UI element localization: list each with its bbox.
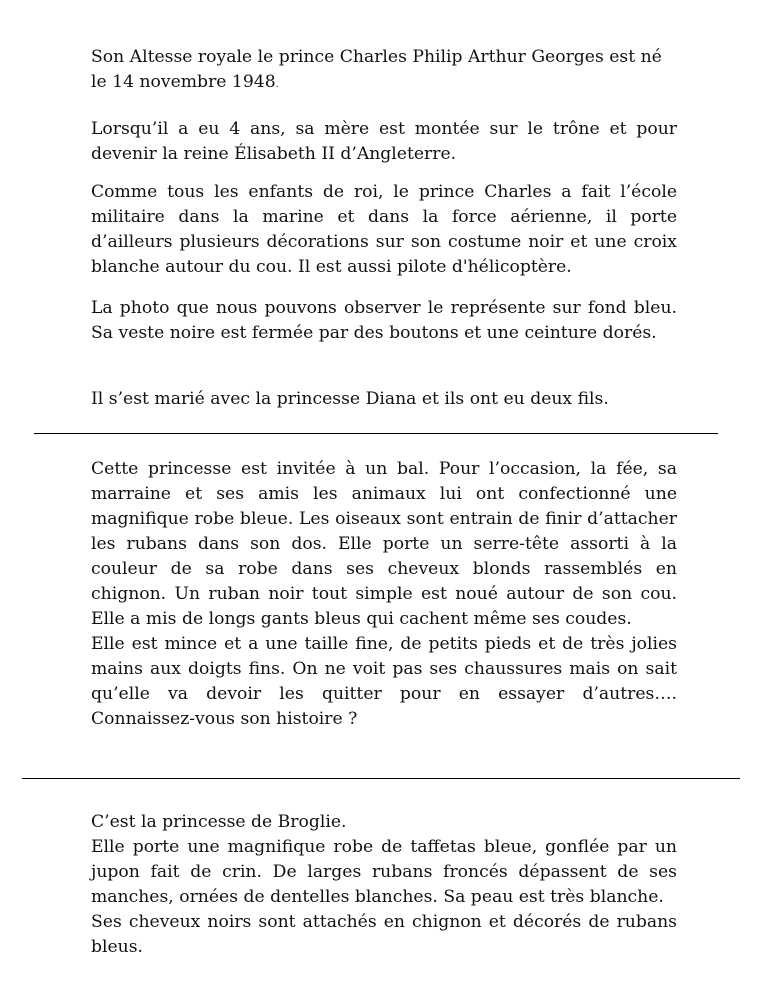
paragraph-broglie-title: C’est la princesse de Broglie. bbox=[91, 812, 347, 832]
paragraph-birth-text: Son Altesse royale le prince Charles Philip Arthur Georges est né le 14 novembre 1948 bbox=[91, 47, 662, 92]
section-cinderella bbox=[91, 457, 677, 732]
paragraph-marriage bbox=[91, 387, 677, 412]
section-prince-charles bbox=[91, 45, 677, 98]
paragraph-photo-text: La photo que nous pouvons observer le représente sur fond bleu. Sa veste noire est fermée par des boutons et une ceinture dorés. bbox=[91, 298, 677, 343]
paragraph-cinderella-story: Elle est mince et a une taille fine, de petits pieds et de très jolies mains aux doigts fins. On ne voit pas ses chaussures mais on sait qu’elle va devoir les quitter pour en essayer d’autres…. Connaissez-vous son histoire ? bbox=[91, 634, 677, 729]
paragraph-photo bbox=[91, 296, 677, 346]
paragraph-marriage-text: Il s’est marié avec la princesse Diana et ils ont eu deux fils. bbox=[91, 389, 609, 409]
section-broglie bbox=[91, 810, 677, 960]
paragraph-mother-text: Lorsqu’il a eu 4 ans, sa mère est montée sur le trône et pour devenir la reine Élisabeth II d’Angleterre. bbox=[91, 119, 677, 164]
paragraph-broglie-hair: Ses cheveux noirs sont attachés en chignon et décorés de rubans bleus. bbox=[91, 912, 677, 957]
divider-2 bbox=[22, 778, 740, 779]
paragraph-mother bbox=[91, 117, 677, 167]
paragraph-military bbox=[91, 180, 677, 280]
paragraph-birth bbox=[91, 45, 677, 98]
paragraph-birth-period: . bbox=[275, 80, 279, 90]
paragraph-broglie-dress: Elle porte une magnifique robe de taffetas bleue, gonflée par un jupon fait de crin. De larges rubans froncés dépassent de ses manches, ornées de dentelles blanches. Sa peau est très blanche. bbox=[91, 837, 677, 907]
paragraph-cinderella-ball: Cette princesse est invitée à un bal. Pour l’occasion, la fée, sa marraine et ses amis les animaux lui ont confectionné une magnifique robe bleue. Les oiseaux sont entrain de finir d’attacher les rubans dans son dos. Elle porte un serre-tête assorti à la couleur de sa robe dans ses cheveux blonds rassemblés en chignon. Un ruban noir tout simple est noué autour de son cou. Elle a mis de longs gants bleus qui cachent même ses coudes. bbox=[91, 459, 677, 629]
divider-1 bbox=[34, 433, 718, 434]
paragraph-military-text: Comme tous les enfants de roi, le prince Charles a fait l’école militaire dans la marine et dans la force aérienne, il porte d’ailleurs plusieurs décorations sur son costume noir et une croix blanche autour du cou. Il est aussi pilote d'hélicoptère. bbox=[91, 182, 677, 277]
